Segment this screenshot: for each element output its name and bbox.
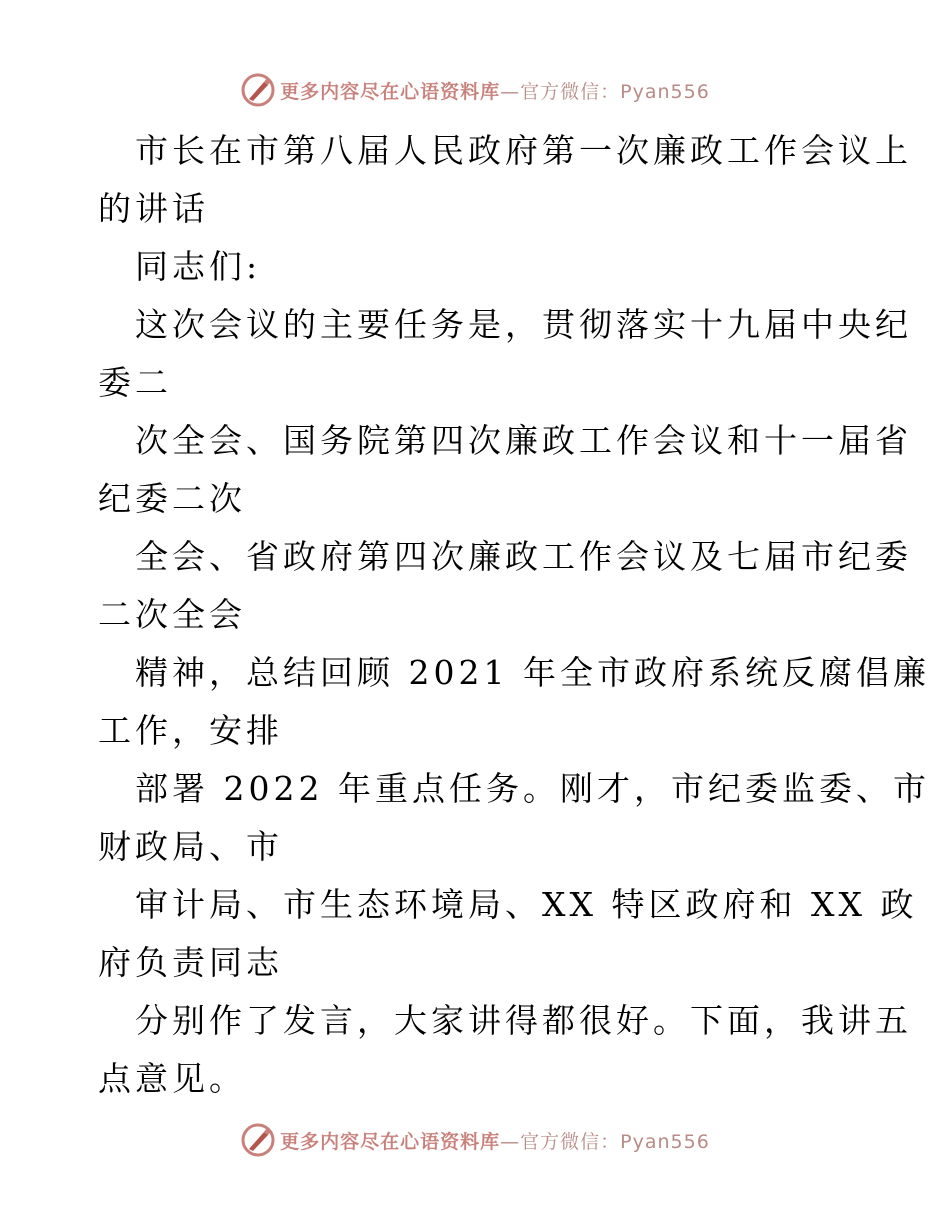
document-body bbox=[98, 122, 930, 1108]
text-line: 精神，总结回顾 2021 年全市政府系统反腐倡廉 bbox=[135, 653, 930, 692]
text-line: 的讲话 bbox=[98, 189, 209, 228]
header-watermark bbox=[0, 70, 950, 110]
text-line: 分别作了发言，大家讲得都很好。下面，我讲五 bbox=[135, 1001, 912, 1040]
text-line: 全会、省政府第四次廉政工作会议及七届市纪委 bbox=[135, 537, 912, 576]
text-line: 财政局、市 bbox=[98, 827, 283, 866]
pen-logo-icon bbox=[240, 1122, 276, 1158]
text-line: 部署 2022 年重点任务。刚才，市纪委监委、市 bbox=[135, 769, 930, 808]
text-line: 工作，安排 bbox=[98, 711, 283, 750]
footer-watermark bbox=[0, 1120, 950, 1160]
text-line: 二次全会 bbox=[98, 595, 246, 634]
text-line: 审计局、市生态环境局、XX 特区政府和 XX 政 bbox=[135, 885, 918, 924]
text-line: 同志们: bbox=[135, 247, 262, 286]
text-line: 委二 bbox=[98, 363, 172, 402]
text-line: 点意见。 bbox=[98, 1059, 246, 1098]
watermark-text: 更多内容尽在心语资料库—官方微信：Pyan556 bbox=[280, 80, 710, 103]
pen-logo-icon bbox=[240, 72, 276, 108]
text-line: 府负责同志 bbox=[98, 943, 283, 982]
text-line: 次全会、国务院第四次廉政工作会议和十一届省 bbox=[135, 421, 912, 460]
text-line: 纪委二次 bbox=[98, 479, 246, 518]
watermark-text: 更多内容尽在心语资料库—官方微信：Pyan556 bbox=[280, 1130, 710, 1153]
text-line: 这次会议的主要任务是，贯彻落实十九届中央纪 bbox=[135, 305, 912, 344]
text-line: 市长在市第八届人民政府第一次廉政工作会议上 bbox=[135, 131, 912, 170]
